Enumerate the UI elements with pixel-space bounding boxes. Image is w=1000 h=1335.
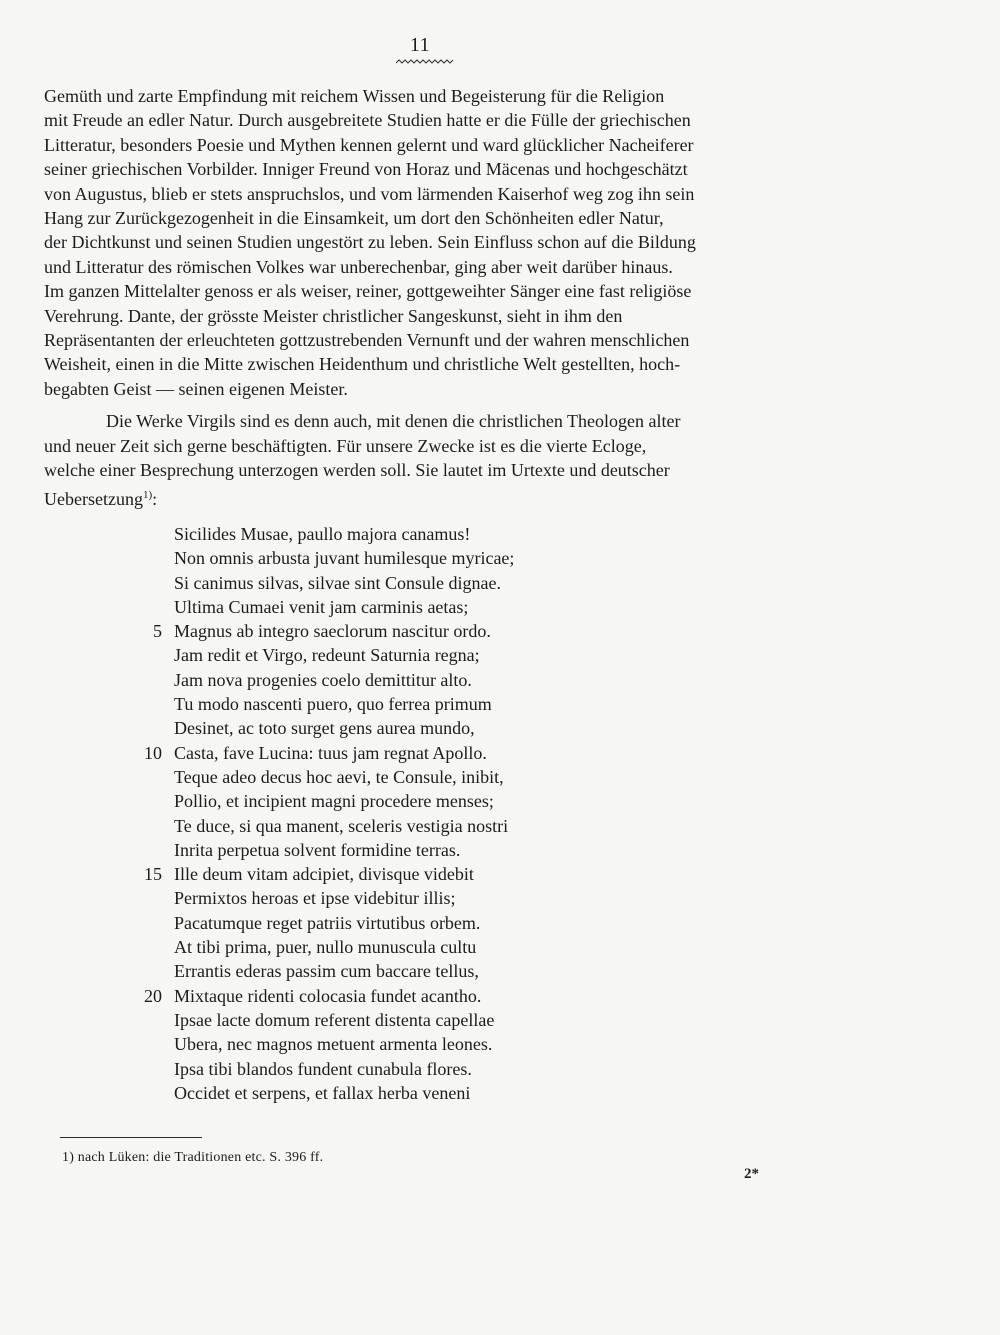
paragraph-line: Weisheit, einen in die Mitte zwischen Heidenthum und christliche Welt gestellten, hoch- <box>44 354 681 375</box>
paragraph-line: Verehrung. Dante, der grösste Meister christlicher Sangeskunst, sieht in ihm den <box>44 305 623 326</box>
verse-line <box>120 571 640 595</box>
verse-line <box>120 643 640 667</box>
paragraph-line: Die Werke Virgils sind es denn auch, mit denen die christlichen Theologen alter <box>106 411 681 432</box>
verse-line <box>120 1081 640 1105</box>
paragraph-line: Litteratur, besonders Poesie und Mythen kennen gelernt und ward glücklicher Nacheiferer <box>44 134 694 155</box>
paragraph-line: seiner griechischen Vorbilder. Inniger Freund von Horaz und Mäcenas und hochgeschätzt <box>44 159 688 180</box>
verse-text: Mixtaque ridenti colocasia fundet acantho. <box>174 985 482 1006</box>
verse-text: Non omnis arbusta juvant humilesque myricae; <box>174 548 515 569</box>
verse-text: At tibi prima, puer, nullo munuscula cultu <box>174 937 477 958</box>
verse-text: Ubera, nec magnos metuent armenta leones. <box>174 1034 493 1055</box>
verse-text: Ultima Cumaei venit jam carminis aetas; <box>174 596 469 617</box>
verse-text: Magnus ab integro saeclorum nascitur ordo. <box>174 621 491 642</box>
verse-line <box>120 1032 640 1056</box>
verse-text: Ipsae lacte domum referent distenta capellae <box>174 1009 495 1030</box>
paragraph-2 <box>44 409 836 511</box>
verse-text: Ille deum vitam adcipiet, divisque videbit <box>174 864 474 885</box>
paragraph-line: und Litteratur des römischen Volkes war unberechenbar, ging aber weit darüber hinaus. <box>44 256 673 277</box>
verse-line <box>120 741 640 765</box>
footnote-divider <box>60 1137 202 1138</box>
verse-number: 10 <box>144 742 162 763</box>
verse-line <box>120 935 640 959</box>
verse-text: Occidet et serpens, et fallax herba veneni <box>174 1082 471 1103</box>
paragraph-line-end: : <box>152 488 158 509</box>
verse-text: Jam nova progenies coelo demittitur alto. <box>174 669 472 690</box>
verse-line <box>120 984 640 1008</box>
verse-text: Pollio, et incipient magni procedere menses; <box>174 791 494 812</box>
verse-text: Ipsa tibi blandos fundent cunabula flores. <box>174 1058 472 1079</box>
ornament-rule <box>396 59 454 65</box>
footnote-reference: 1) <box>142 488 153 501</box>
verse-line <box>120 814 640 838</box>
verse-line <box>120 886 640 910</box>
paragraph-1 <box>44 84 836 401</box>
verse-line <box>120 692 640 716</box>
verse-text: Desinet, ac toto surget gens aurea mundo, <box>174 718 475 739</box>
verse-text: Permixtos heroas et ipse videbitur illis; <box>174 888 456 909</box>
verse-line <box>120 789 640 813</box>
footnote: 1) nach Lüken: die Traditionen etc. S. 396 ff. <box>62 1150 324 1165</box>
verse-text: Si canimus silvas, silvae sint Consule dignae. <box>174 572 501 593</box>
paragraph-line: und neuer Zeit sich gerne beschäftigten. Für unsere Zwecke ist es die vierte Ecloge, <box>44 435 647 456</box>
paragraph-line: mit Freude an edler Natur. Durch ausgebreitete Studien hatte er die Fülle der griechischen <box>44 110 691 131</box>
paragraph-line: welche einer Besprechung unterzogen werden soll. Sie lautet im Urtexte und deutscher <box>44 460 670 481</box>
verse-text: Te duce, si qua manent, sceleris vestigia nostri <box>174 815 509 836</box>
verse-line <box>120 716 640 740</box>
paragraph-line: Hang zur Zurückgezogenheit in die Einsamkeit, um dort den Schönheiten edler Natur, <box>44 208 664 229</box>
paragraph-line-text: Uebersetzung <box>44 488 143 509</box>
verse-text: Teque adeo decus hoc aevi, te Consule, inibit, <box>174 766 504 787</box>
verse-number: 20 <box>144 985 162 1006</box>
verse-line <box>120 546 640 570</box>
verse-line <box>120 862 640 886</box>
verse-text: Sicilides Musae, paullo majora canamus! <box>174 524 471 544</box>
page-number: 11 <box>409 34 431 56</box>
verse-text: Jam redit et Virgo, redeunt Saturnia regna; <box>174 645 480 666</box>
verse-text: Pacatumque reget patriis virtutibus orbem. <box>174 912 481 933</box>
verse-line <box>120 1057 640 1081</box>
verse-text: Tu modo nascenti puero, quo ferrea primum <box>174 694 492 715</box>
paragraph-line: von Augustus, blieb er stets anspruchslos, und vom lärmenden Kaiserhof weg zog ihn sein <box>44 183 695 204</box>
verse-text: Casta, fave Lucina: tuus jam regnat Apollo. <box>174 742 487 763</box>
verse-number: 15 <box>144 864 162 885</box>
paragraph-line: begabten Geist — seinen eigenen Meister. <box>44 378 348 399</box>
latin-poem <box>120 522 640 1105</box>
body-text <box>44 84 836 511</box>
verse-line <box>120 668 640 692</box>
verse-line <box>120 595 640 619</box>
verse-line <box>120 522 640 546</box>
verse-text: Inrita perpetua solvent formidine terras. <box>174 839 461 860</box>
paragraph-line: der Dichtkunst und seinen Studien ungestört zu leben. Sein Einfluss schon auf die Bildung <box>44 232 696 253</box>
paragraph-line: Im ganzen Mittelalter genoss er als weiser, reiner, gottgeweihter Sänger eine fast religiöse <box>44 281 692 302</box>
verse-line <box>120 765 640 789</box>
verse-number: 5 <box>153 621 162 642</box>
paragraph-line <box>44 483 836 511</box>
verse-text: Errantis ederas passim cum baccare tellus, <box>174 961 479 982</box>
verse-line <box>120 959 640 983</box>
paragraph-line: Repräsentanten der erleuchteten gottzustrebenden Vernunft und der wahren menschlichen <box>44 330 690 351</box>
verse-line <box>120 911 640 935</box>
signature-mark: 2* <box>744 1166 759 1182</box>
verse-line <box>120 619 640 643</box>
verse-line <box>120 838 640 862</box>
verse-line <box>120 1008 640 1032</box>
paragraph-line: Gemüth und zarte Empfindung mit reichem Wissen und Begeisterung für die Religion <box>44 86 665 106</box>
